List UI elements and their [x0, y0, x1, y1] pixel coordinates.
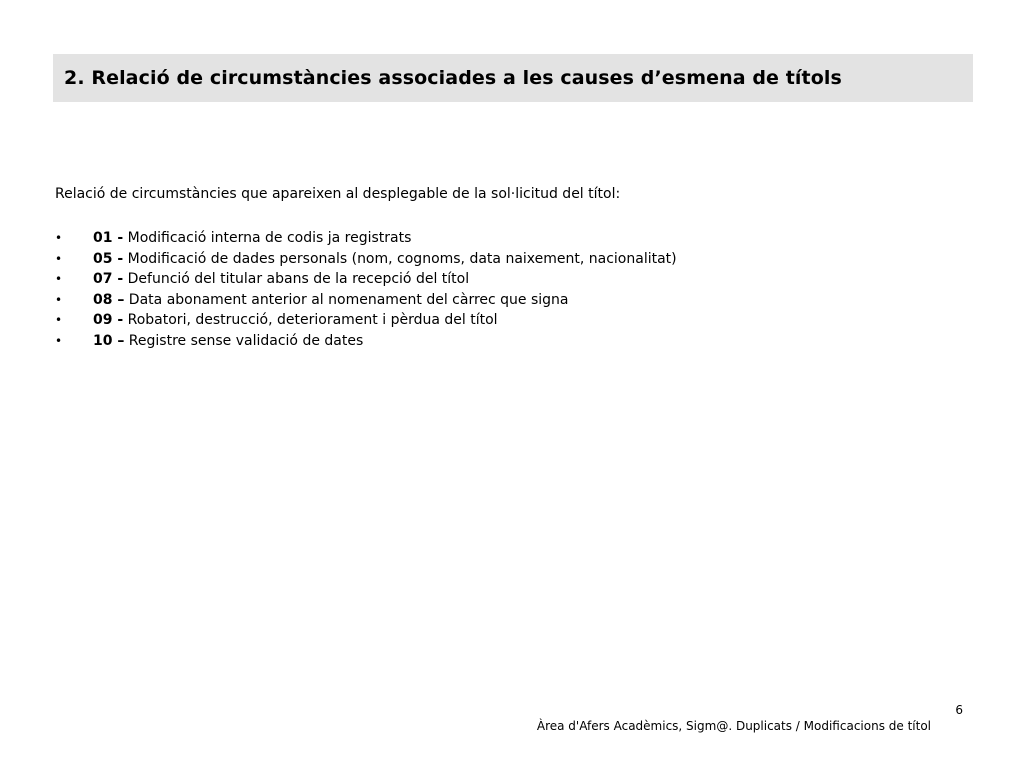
item-text: Robatori, destrucció, deteriorament i pèrdua del títol: [123, 312, 498, 328]
bullet-icon: •: [55, 251, 63, 266]
list-item: [55, 249, 677, 270]
item-text: Data abonament anterior al nomenament del càrrec que signa: [124, 291, 569, 308]
bullet-icon: •: [55, 313, 63, 327]
item-text: Defunció del titular abans de la recepció del títol: [123, 271, 470, 287]
footer-text: Àrea d'Afers Acadèmics, Sigm@. Duplicats / Modificacions de títol: [536, 719, 931, 733]
item-code: 07 -: [93, 271, 124, 287]
list-item: [55, 310, 677, 331]
circumstances-list: [55, 228, 677, 351]
list-item: [55, 331, 677, 352]
item-code: 10 –: [93, 332, 125, 349]
page-number: 6: [955, 703, 963, 717]
item-text: Modificació interna de codis ja registrats: [123, 230, 412, 246]
bullet-icon: •: [55, 231, 63, 245]
intro-paragraph: Relació de circumstàncies que apareixen al desplegable de la sol·licitud del títol:: [55, 186, 621, 202]
list-item: [55, 269, 677, 290]
bullet-icon: •: [55, 333, 63, 348]
item-code: 08 –: [93, 291, 125, 308]
item-code: 09 -: [93, 312, 124, 328]
section-title: 2. Relació de circumstàncies associades a les causes d’esmena de títols: [64, 67, 842, 89]
item-code: 01 -: [93, 230, 124, 246]
section-title-bar: [53, 54, 973, 102]
item-code: 05 -: [93, 250, 124, 267]
item-text: Modificació de dades personals (nom, cognoms, data naixement, nacionalitat): [123, 250, 677, 267]
list-item: [55, 290, 677, 311]
bullet-icon: •: [55, 272, 63, 286]
bullet-icon: •: [55, 292, 63, 307]
item-text: Registre sense validació de dates: [124, 332, 364, 349]
list-item: [55, 228, 677, 249]
